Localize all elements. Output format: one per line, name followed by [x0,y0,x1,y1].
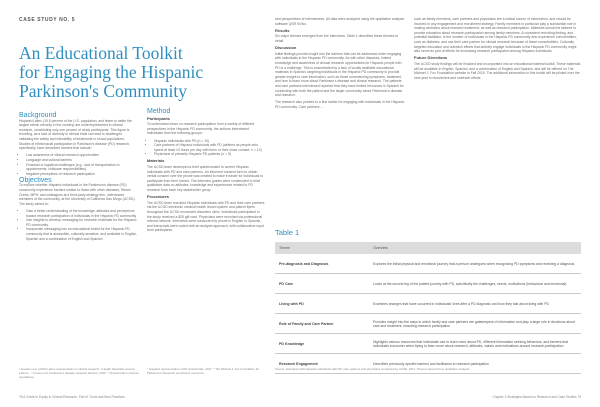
footer-right: Chapter 3 Strategies Based on Research and Case Studies 79 [492,395,581,399]
results-paragraph: Six major themes emerged from the interviews. Table 1 describes these themes in detail. [275,34,398,43]
background-heading: Background [19,112,57,119]
list-item: • Incorporate messaging into an educational toolkit for the Hispanic PD community that is accessible, culturally sensitive, and available in English, Spanish and a combination of English and Spanish [26,227,137,241]
footnotes-right: Source: Interviews with Hispanic individuals with PD, care partners and physicians conducted by UCSD, 2017. Themes derived from qualitative analysis. [275,367,470,371]
case-study-label: CASE STUDY NO. 5 [19,17,76,23]
list-item: • Negative perceptions of research participation [26,172,137,177]
column-3 [275,17,405,112]
theme-cell: Living with PD [275,294,369,314]
overview-cell: Highlights various resources that individuals use to learn more about PD, different information seeking behaviors, and barriers that individuals encounter when trying to learn more about research, attitudes, values and motivations around research participation [369,334,581,354]
theme-cell: PD Knowledge [275,334,369,354]
table-header-row [275,242,581,254]
materials-heading: Materials [147,158,165,164]
materials-paragraph: The UCSD team developed a brief questionnaire to screen Hispanic individuals with PD and care partners. An informed consent form to obtain verbal consent over the phone was created to make it easier for individuals to participate from their homes. The interview guides were constructed to elicit qualitative data on attitudes, knowledge and experiences related to PD research from each key stakeholder group. [147,165,264,192]
table-row [275,334,581,354]
future-directions-paragraph: The UCSD study findings will be finalized and incorporated into an educational material toolkit. These materials will be available in English, Spanish, and a combination of English and Spanish, and will be offered on The Michael J. Fox Foundation website in Fall 2018. The additional information in this toolkit will be piloted over the next year in recruitment and outreach efforts. [414,61,581,80]
theme-cell: Pre-diagnosis and Diagnosis [275,254,369,274]
list-item: • Financial or logistical challenges (e.g., lack of transportation to appointments, childcare responsibilities) [26,163,137,172]
overview-cell: Examines changes that have occurred in individuals' lives after a PD diagnosis and how they talk about living with PD [369,294,581,314]
column-2 [147,110,265,236]
overview-cell: Looks at the second leg of the patient journey with PD, specifically the challenges, needs, motivations (behavioral and emotional) [369,274,581,294]
overview-cell: Provides insight into the ways in which family and care partners are gatekeepers of information and play a large role in decisions about care and treatment, including research participation [369,314,581,334]
background-paragraph: Hispanic/Latinx (19.5 percent of the U.S. population, and fewer to settle the largest ethnic minority in the country) are underrepresented in clinical research, constituting only one percent of study participants. This figure is troubling, as a lack of diversity in clinical trials can lead to challenges validating the safety and tolerability of treatments in broad populations. Studies of ethnic/racial participation in Parkinson's disease (PD) research, specifically, have described barriers that include: [19,118,132,151]
discussion-paragraph-2: The research also pointed to a fine ladder for engaging with individuals in the Hispanic PD community. Care partners ... [275,100,405,109]
participants-paragraph: To understand views on research participation from a variety of different perspectives in the Hispanic PD community, the authors interviewed individuals from the following groups: [147,122,255,136]
participants-heading: Participants [147,115,170,121]
objectives-list [19,209,137,241]
footnotes-left: ¹ Arevalo et al. (2016) Latino representation in clinical research. ² Health disparities among Latinos... ³ Crews et al. Parkinson's disease research barriers, 2016. ⁴ Clinical trials in diverse populations. [19,367,139,379]
list-item: • Language and cultural barriers [26,158,137,163]
table-row [275,314,581,334]
theme-cell: Role of Family and Care Partner [275,314,369,334]
table-row [275,254,581,274]
list-item: • Physicians of primarily Hispanic PD patients (n = 5) [154,152,265,157]
list-item: • Low awareness of clinical research opportunities [26,153,137,158]
list-item: • Hispanic individuals with PD (n = 10) [154,139,265,144]
list-item: • Gain a better understanding of the knowledge, attitudes and perceptions toward research participation of individuals in the Hispanic PD community [26,209,137,218]
list-item: • Use insights to develop messaging for research materials for the Hispanic PD community [26,218,137,227]
themes-table-section [275,228,581,374]
procedures-paragraph: The UCSD team recruited Hispanic individuals with PD and their care partners via the UCSD electronic medical health record system and patient flyers throughout the UCSD movement disorders clinic. Individuals participated in the study received a $25 gift card. Physicians were recruited via professional referral network. Interviews were conducted by phone in English or Spanish, and transcripts were coded with an analysis approach, with collaborative input from participants. [147,200,265,233]
column-header: Overview [369,242,581,254]
table-row [275,294,581,314]
analysis-paragraph: and perspectives of interviewees. All data were analyzed using the qualitative analysis software QSR NVivo. [275,17,405,26]
list-item: • Care partners of Hispanic individuals with PD (defined as people who spend at least 10 hours per day with them or their close contact; n = 10) [154,143,265,152]
themes-table [275,242,581,374]
theme-cell: Research Engagement [275,354,369,374]
objectives-heading: Objectives [19,176,52,184]
overview-cell: Explores the initial physical and emotional journey that a person undergoes when recognizing PD symptoms and receiving a diagnosis [369,254,581,274]
future-directions-heading: Future Directions [414,55,448,61]
discussion-paragraph: Initial findings provide insight into the barriers that can be addressed when engaging with individuals in the Hispanic PD community. As with other diseases, limited knowledge and awareness of clinical research opportunities for Hispanic people with PD is a challenge. This is exacerbated by a lack of locally available educational materials in Spanish, targeting individuals in the Hispanic PD community to provide greater insight to care information, such as those summarizing symptoms, treatment, and how to learn more about Parkinson's disease and clinical research. The patients and care partners interviewed reported that they have limited resources in Spanish for connecting with both the patient and the larger community about Parkinson's disease and research. [275,51,404,98]
footnotes-middle: ⁵ Hispanic representation in PD clinical trials, 2017. ⁶ The Michael J. Fox Foundation for Parkinson's Research recruitment resources. [147,367,260,375]
procedures-heading: Procedures [147,194,170,200]
results-heading: Results [275,27,290,33]
family-paragraph: such as family members, care partners and physicians are a critical source of information, and should be involved in any engagement and recruitment strategy. Family members in particular play a substantial role in making decisions about research treatment, as well as research participation. Materials should be tailored to provide education about research participation among family members. A consistent recruiting finding, and potential facilitator, is the number of individuals in the Hispanic PD community who experience comorbidities, such as diabetes, and use their care partner for clinical research because of these comorbidities. Culturally targeted education and outreach efforts that actively engage individuals in the Hispanic PD community might also serve as part of efforts for increasing research participation among Hispanic individuals. [414,17,577,54]
barriers-list [19,153,137,176]
column-header: Theme [275,242,369,254]
overview-cell: Describes previously specific barriers and facilitators to research participation [369,354,581,374]
theme-cell: PD Care [275,274,369,294]
table-title: Table 1 [275,228,300,237]
participants-list [147,139,265,157]
discussion-heading: Discussion [275,45,297,51]
page-title: An Educational Toolkit for Engaging the Hispanic Parkinson's Community [19,43,204,101]
method-heading: Method [147,108,171,115]
column-4 [414,17,581,83]
objectives-paragraph: To explore whether Hispanic individuals in the Parkinson's disease (PD) community experience barriers similar to those with other diseases, Renee Crews, MPH, and colleagues at a third-party strategy firm, interviewed members of the community, at the University of California San Diego (UCSD). The study aimed to: [19,183,136,206]
table-row [275,274,581,294]
footer-left: 78 A Guide to Equity in Clinical Research, Part III: Tools and Best Practices [19,395,125,399]
column-1 [19,114,137,244]
